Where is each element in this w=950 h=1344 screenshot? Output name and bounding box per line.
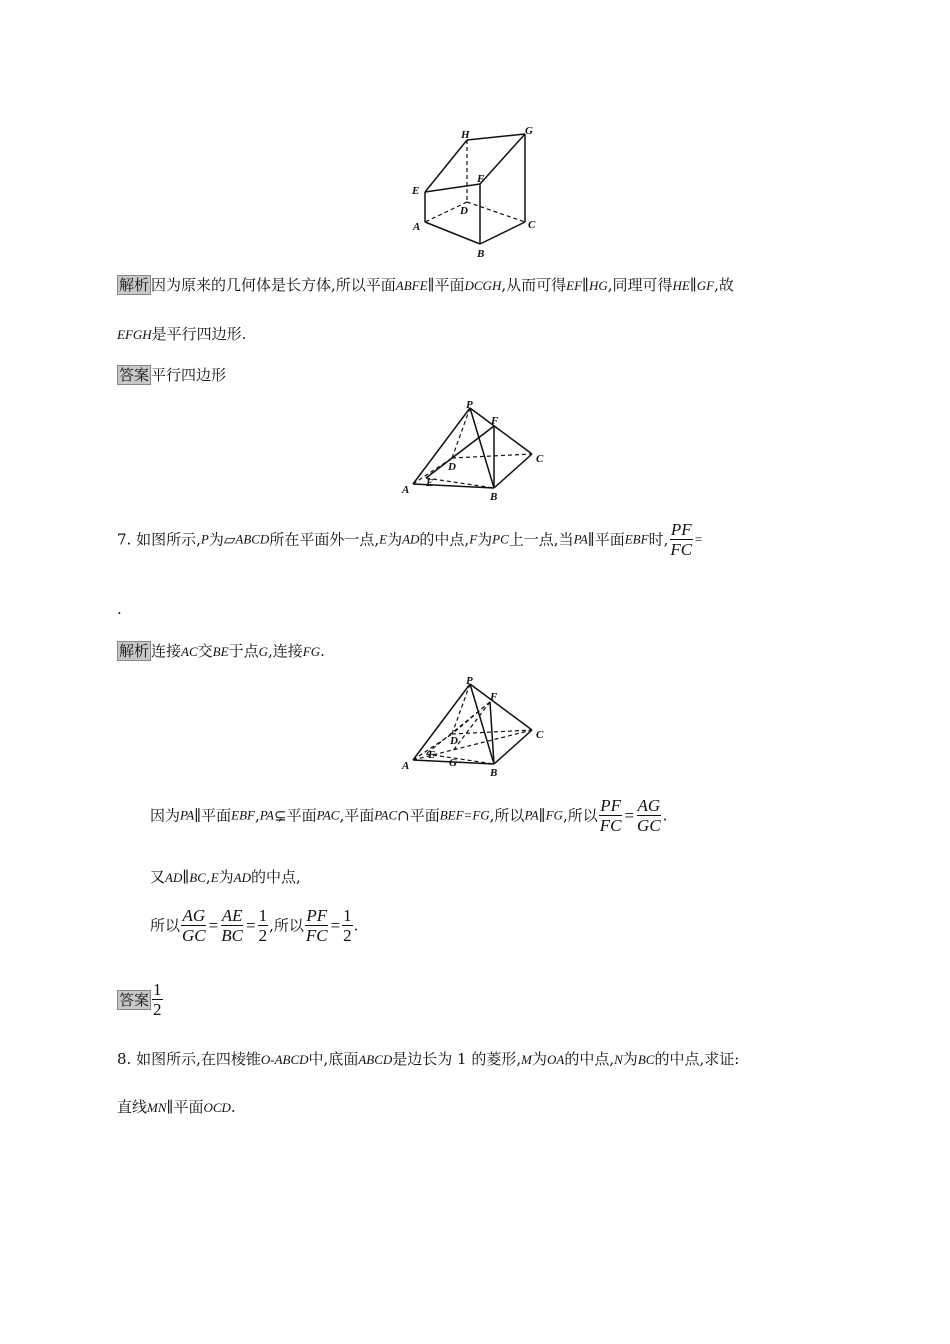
analysis-1-line-1: 解析 因为原来的几何体是长方体,所以平面ABFE∥平面DCGH,从而可得EF∥HG,同理可得HE∥GF,故: [119, 276, 734, 294]
label-B: B: [477, 248, 485, 260]
label-C: C: [528, 219, 536, 231]
question-7-blank-end: .: [117, 600, 122, 618]
label-H: H: [461, 129, 470, 141]
figure-1-prism: [405, 122, 545, 262]
answer-tag: 答案: [119, 990, 150, 1009]
analysis-tag: 解析: [119, 642, 150, 660]
label-C: C: [536, 729, 544, 741]
answer-tag: 答案: [119, 366, 150, 384]
answer-1: [117, 364, 226, 386]
prism-diagram: [405, 122, 545, 262]
label-P: P: [466, 675, 473, 687]
label-A: A: [402, 484, 410, 496]
fraction-pf-fc: $\frac{PF}{FC}$: [670, 520, 693, 559]
label-F: F: [491, 415, 499, 427]
label-A: A: [402, 760, 410, 772]
proof-line-1: 因为PA∥平面EBF,PA⊊平面PAC,平面PAC∩平面BEF=FG,所以PA∥FG,所以 $\frac{PF}{FC}$ = $\frac{AG}{GC}$ .: [150, 796, 668, 835]
question-8-line-1: 8. 如图所示,在四棱锥O-ABCD中,底面ABCD是边长为 1 的菱形,M为OA的中点,N为BC的中点,求证:: [117, 1050, 740, 1068]
question-number: 7.: [117, 530, 132, 549]
pyramid-g-diagram: [398, 672, 558, 784]
fraction-ag-gc: $\frac{AG}{GC}$: [637, 796, 661, 835]
answer-fraction: $\frac{1}{2}$: [153, 980, 162, 1019]
figure-2-pyramid: [398, 396, 558, 508]
answer-text: 平行四边形: [151, 366, 227, 384]
label-G: G: [449, 757, 457, 769]
label-D: D: [448, 461, 456, 473]
label-E: E: [412, 185, 420, 197]
fraction-ag-gc: $\frac{AG}{GC}$: [182, 906, 206, 945]
fraction-pf-fc: $\frac{PF}{FC}$: [305, 906, 328, 945]
figure-3-pyramid: [398, 672, 558, 784]
question-number: 8.: [117, 1050, 132, 1068]
proof-line-3: 所以 $\frac{AG}{GC}$ = $\frac{AE}{BC}$ = $\frac{1}{2}$ ,所以 $\frac{PF}{FC}$ = $\frac{1}{2}$ .: [150, 906, 359, 945]
question-8-line-2: 直线MN∥平面OCD.: [117, 1098, 236, 1116]
label-A: A: [413, 221, 421, 233]
label-D: D: [460, 205, 468, 217]
label-F: F: [490, 691, 498, 703]
fraction-one-half: $\frac{1}{2}$: [343, 906, 352, 945]
fraction-one-half: $\frac{1}{2}$: [258, 906, 268, 945]
pyramid-diagram: [398, 396, 558, 508]
fraction-pf-fc: $\frac{PF}{FC}$: [599, 796, 622, 835]
analysis-2: 解析 连接AC交BE于点G,连接FG.: [119, 642, 325, 660]
answer-2: [117, 980, 164, 1026]
label-D: D: [450, 735, 458, 747]
analysis-1-line-2: EFGH是平行四边形.: [117, 325, 247, 343]
label-C: C: [536, 453, 544, 465]
analysis-tag: 解析: [119, 276, 150, 294]
label-F: F: [477, 173, 485, 185]
label-B: B: [490, 767, 498, 779]
label-G: G: [525, 125, 533, 137]
fraction-ae-bc: $\frac{AE}{BC}$: [221, 906, 243, 945]
proof-line-2: 又AD∥BC,E为AD的中点,: [150, 868, 301, 886]
label-P: P: [466, 399, 473, 411]
label-E: E: [428, 749, 436, 761]
label-B: B: [490, 491, 498, 503]
label-E: E: [426, 477, 434, 489]
question-7: 7. 如图所示,P为▱ABCD所在平面外一点,E为AD的中点,F为PC上一点,当PA∥平面EBF时, $\frac{PF}{FC}$ =: [117, 520, 703, 559]
